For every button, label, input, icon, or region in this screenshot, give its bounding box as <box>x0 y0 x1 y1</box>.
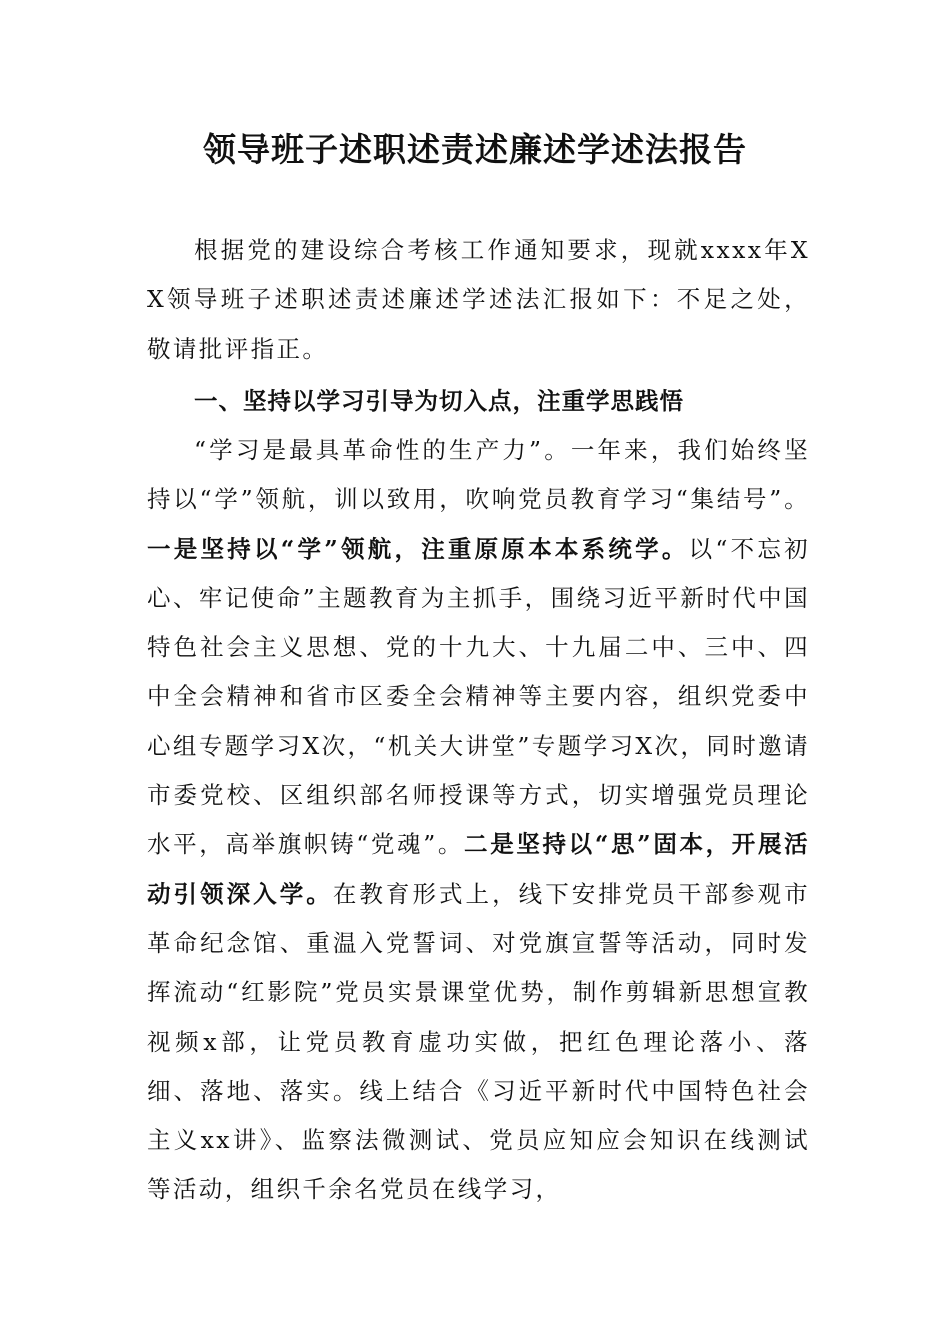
point-one-lead: 一是坚持以“学”领航，注重原原本本系统学。 <box>147 534 689 563</box>
section-1-heading: 一、坚持以学习引导为切入点，注重学思践悟 <box>194 387 684 415</box>
paragraph-text: “学习是最具革命性的生产力”。一年来，我们始终坚持以“学”领航，训以致用，吹响党员教育学习“集结号”。 <box>147 436 810 514</box>
point-two-lead: 二是坚持以“思”固本，开展活动引领深入学。 <box>147 830 810 908</box>
paragraph-text: 以“不忘初心、牢记使命”主题教育为主抓手，围绕习近平新时代中国特色社会主义思想、党的十九大、十九届二中、三中、四中全会精神和省市区委全会精神等主要内容，组织党委中心组专题学习X次，“机关大讲堂”专题学习X次，同时邀请市委党校、区组织部名师授课等方式，切实增强党员理论水平，高举旗帜铸“党魂”。 <box>147 534 811 859</box>
document-title: 领导班子述职述责述廉述学述法报告 <box>203 130 747 169</box>
paragraph-text: 在教育形式上，线下安排党员干部参观市革命纪念馆、重温入党誓词、对党旗宣誓等活动，同时发挥流动“红影院”党员实景课堂优势，制作剪辑新思想宣教视频x部，让党员教育虚功实做，把红色理论落小、落细、落地、落实。线上结合《习近平新时代中国特色社会主义xx讲》、监察法微测试、党员应知应会知识在线测试等活动，组织千余名党员在线学习， <box>147 879 810 1204</box>
intro-paragraph: 根据党的建设综合考核工作通知要求，现就xxxx年XX领导班子述职述责述廉述学述法汇报如下：不足之处，敬请批评指正。 <box>147 236 810 363</box>
section-1-paragraph <box>147 426 810 1215</box>
